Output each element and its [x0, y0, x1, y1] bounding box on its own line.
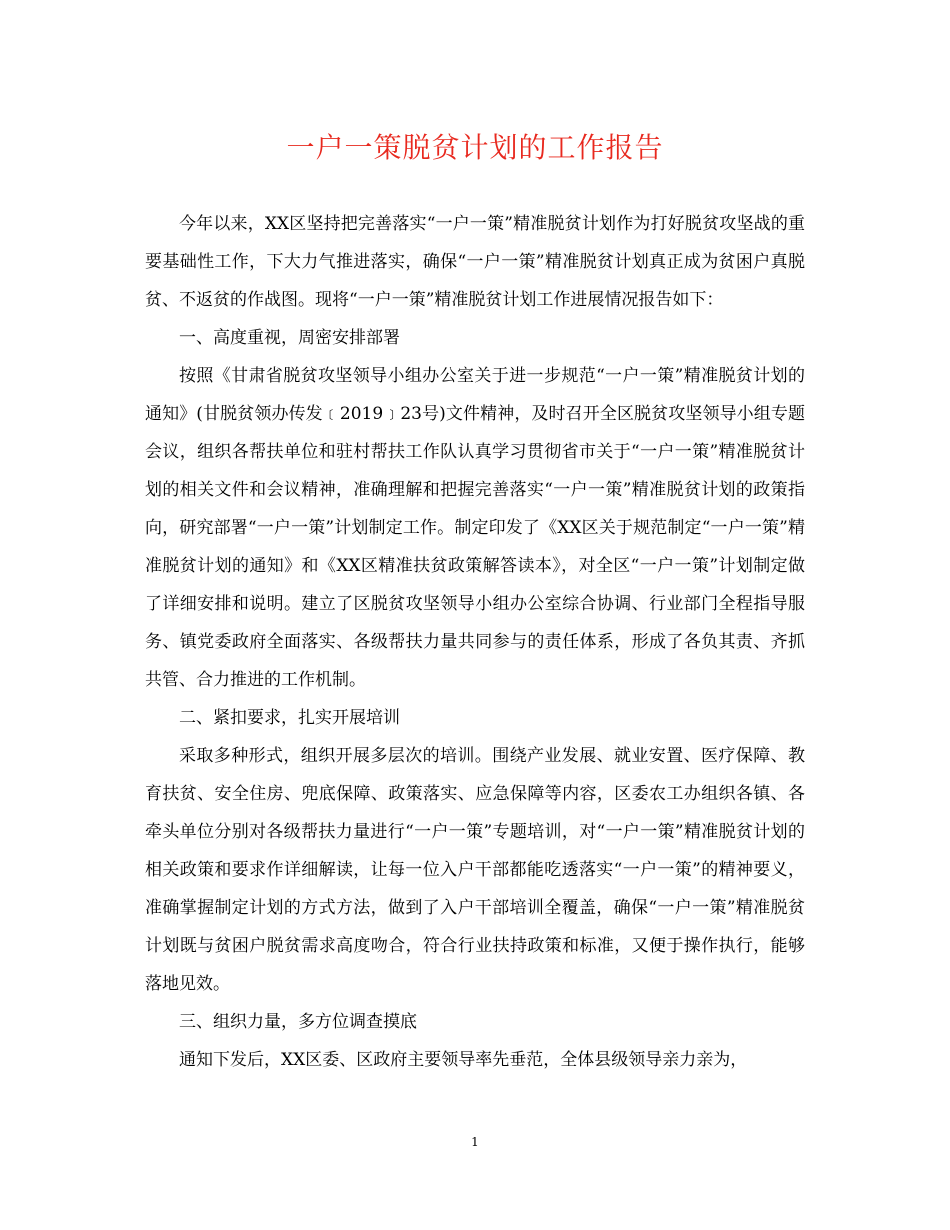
section-heading-3: 三、组织力量，多方位调查摸底 — [179, 1012, 417, 1032]
section-heading-1: 一、高度重视，周密安排部署 — [179, 328, 400, 348]
paragraph-section-2: 采取多种形式，组织开展多层次的培训。围绕产业发展、就业安置、医疗保障、教育扶贫、安全住房、兜底保障、政策落实、应急保障等内容，区委农工办组织各镇、各牵头单位分别对各级帮扶力量进行“一户一策”专题培训，对“一户一策”精准脱贫计划的相关政策和要求作详细解读，让每一位入户干部都能吃透落实“一户一策”的精神要义，准确掌握制定计划的方式方法，做到了入户干部培训全覆盖，确保“一户一策”精准脱贫计划既与贫困户脱贫需求高度吻合，符合行业扶持政策和标准，又便于操作执行，能够落地见效。 — [145, 746, 805, 994]
paragraph-intro: 今年以来，XX区坚持把完善落实“一户一策”精准脱贫计划作为打好脱贫攻坚战的重要基础性工作，下大力气推进落实，确保“一户一策”精准脱贫计划真正成为贫困户真脱贫、不返贫的作战图。现将“一户一策”精准脱贫计划工作进展情况报告如下： — [145, 214, 805, 310]
page-number: 1 — [471, 1135, 479, 1149]
paragraph-section-1: 按照《甘肃省脱贫攻坚领导小组办公室关于进一步规范“一户一策”精准脱贫计划的通知》(甘脱贫领办传发﹝2019﹞23号)文件精神，及时召开全区脱贫攻坚领导小组专题会议，组织各帮扶单位和驻村帮扶工作队认真学习贯彻省市关于“一户一策”精准脱贫计划的相关文件和会议精神，准确理解和把握完善落实“一户一策”精准脱贫计划的政策指向，研究部署“一户一策”计划制定工作。制定印发了《XX区关于规范制定“一户一策”精准脱贫计划的通知》和《XX区精准扶贫政策解答读本》，对全区“一户一策”计划制定做了详细安排和说明。建立了区脱贫攻坚领导小组办公室综合协调、行业部门全程指导服务、镇党委政府全面落实、各级帮扶力量共同参与的责任体系，形成了各负其责、齐抓共管、合力推进的工作机制。 — [145, 366, 805, 690]
section-heading-2: 二、紧扣要求，扎实开展培训 — [179, 708, 400, 728]
document-title: 一户一策脱贫计划的工作报告 — [286, 131, 664, 164]
document-body — [145, 205, 805, 1079]
paragraph-section-3: 通知下发后，XX区委、区政府主要领导率先垂范，全体县级领导亲力亲为， — [179, 1050, 748, 1070]
